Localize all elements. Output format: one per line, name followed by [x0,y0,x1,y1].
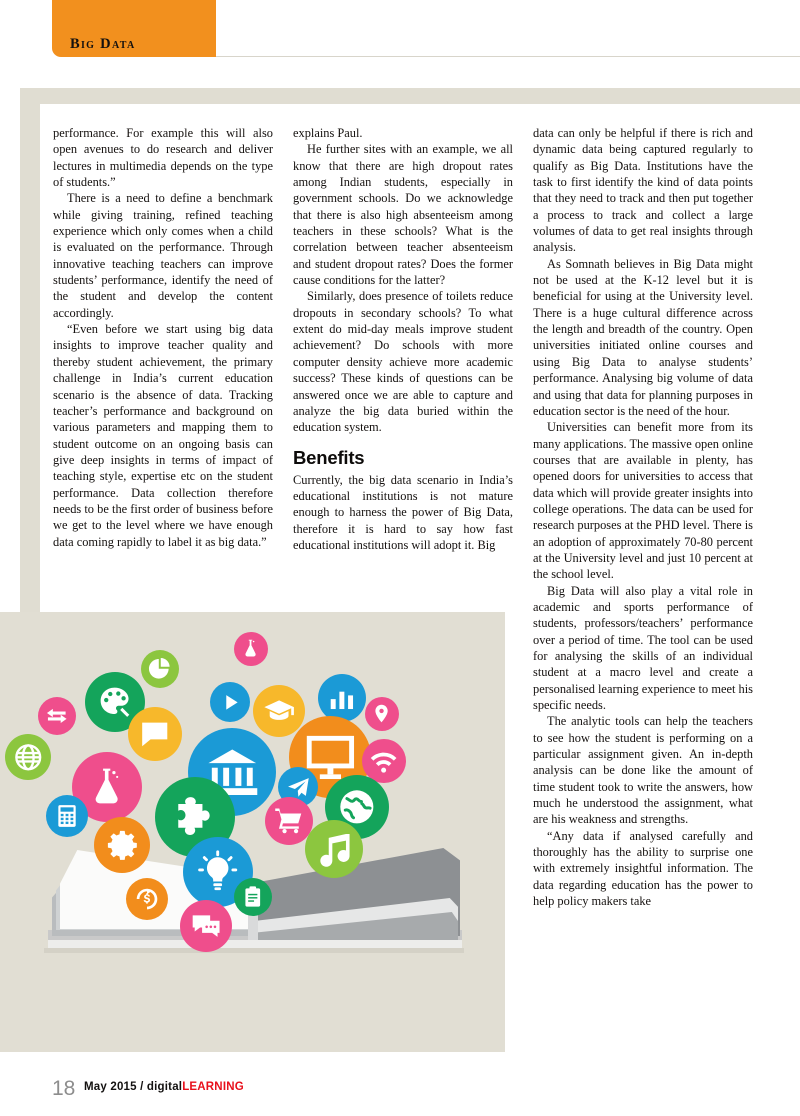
music-note-icon [305,820,363,878]
header-divider [216,56,800,57]
paragraph: “Any data if analysed carefully and thoroughly has the ability to surprise one with extremely insightful information. The data regarding education has the power to help policy makers take [533,828,753,909]
text-column-2 [293,125,513,605]
footer-credit-black: May 2015 / digital [84,1081,183,1093]
dollar-cycle-icon [126,878,168,920]
text-column-1 [53,125,273,605]
paragraph: He further sites with an example, we all know that there are high dropout rates among Indian students, especially in government schools. Do we acknowledge that there is also high absenteeism among teachers in these schools? What is the correlation between teacher absenteeism and student dropout rates? Does the former cause conditions for the latter? [293,142,513,288]
paragraph: Universities can benefit more from its many applications. The massive open online courses that are available in plenty, has opened doors for universities to access that data which will provide greater insights into college operations. The data can be used for research purposes at the PHD level. There is an adoption of approximately 70-80 percent at the University level and just 10 percent at the school level. [533,420,754,582]
footer-credit [84,1081,244,1093]
comment-dots-icon [180,900,232,952]
graduation-icon [253,685,305,737]
calculator-icon [46,795,88,837]
flask-icon [234,632,268,666]
footer-credit-red: LEARNING [182,1081,244,1093]
paragraph: Similarly, does presence of toilets reduce dropouts in secondary schools? To what extent do mid-day meals improve student achievement? Do schools with more computer density achieve more academic success? These kinds of questions can be answered once we are able to capture and analyze the big data buried within the education system. [293,289,513,435]
play-icon [210,682,250,722]
bar-chart-icon [318,674,366,722]
paragraph: There is a need to define a benchmark while giving training, refined teaching experience which only comes when a child is evaluated on the performance. Through innovative teaching teachers can improve students’ performance, identify the need of the student and develop the content accordingly. [53,191,273,320]
arrows-icon [38,697,76,735]
illustration-panel [0,612,505,1052]
footer-page-number: 18 [52,1077,76,1100]
paragraph: Big Data will also play a vital role in academic and sports performance of students, professors/teachers’ performance over a period of time. The tool can be used for analysing the skills of an individual student at a macro level and create a personalised learning experience to meet his specific needs. [533,583,753,713]
pie-chart-icon [141,650,179,688]
paragraph: performance. For example this will also open avenues to do research and deliver lectures in multimedia depends on the type of students.” [53,126,273,190]
chat-icon [128,707,182,761]
page-title: Big Data [70,36,136,52]
paragraph: explains Paul. [293,126,363,140]
paragraph: The analytic tools can help the teachers to see how the student is performing on a particular assignment given. An in-depth analysis can be done like the amount of time student took to write the answers, how much he understood the assignment, what are his weakness and strengths. [533,714,753,827]
globe-grid-icon [5,734,51,780]
paragraph: “Even before we start using big data insights to improve teacher quality and thereby student achievement, the primary challenge in India’s current education scenario is the absence of data. Tracking teacher’s performance and background on various parameters and mapping them to student outcome on an ongoing basis can give deep insights in terms of impact of teaching style, expertise etc on the student performance. Data collection therefore needs to be the first order of business before we get to the level where we have enough data coming rapidly to label it as big data.” [53,322,273,549]
illustration-canvas [0,612,505,1052]
book-shadow [44,948,464,953]
clipboard-icon [234,878,272,916]
map-pin-icon [365,697,399,731]
paragraph: data can only be helpful if there is rich and dynamic data being captured regularly to qualify as Big Data. Institutions have the task to first identify the kind of data points that they need to track and then put together a process to track and collect a large volumes of data to get real insights through analysis. [533,126,753,255]
cart-icon [265,797,313,845]
section-heading-benefits: Benefits [293,446,365,468]
paragraph: As Somnath believes in Big Data might not be used at the K-12 level but it is beneficial for using at the University level. There is a huge cultural difference across the length and breadth of the country. Open universities initiated online courses and using Big Data to analyse students’ performance. Analysing big volume of data and using that data for planning purposes in education sector is the need of the hour. [533,256,753,418]
text-column-3 [533,125,753,1025]
paragraph: Currently, the big data scenario in India’s educational institutions is not mature enough to harness the power of Big Data, therefore it is hard to say how fast educational institutions will adopt it. Big [293,472,513,552]
gear-icon [94,817,150,873]
